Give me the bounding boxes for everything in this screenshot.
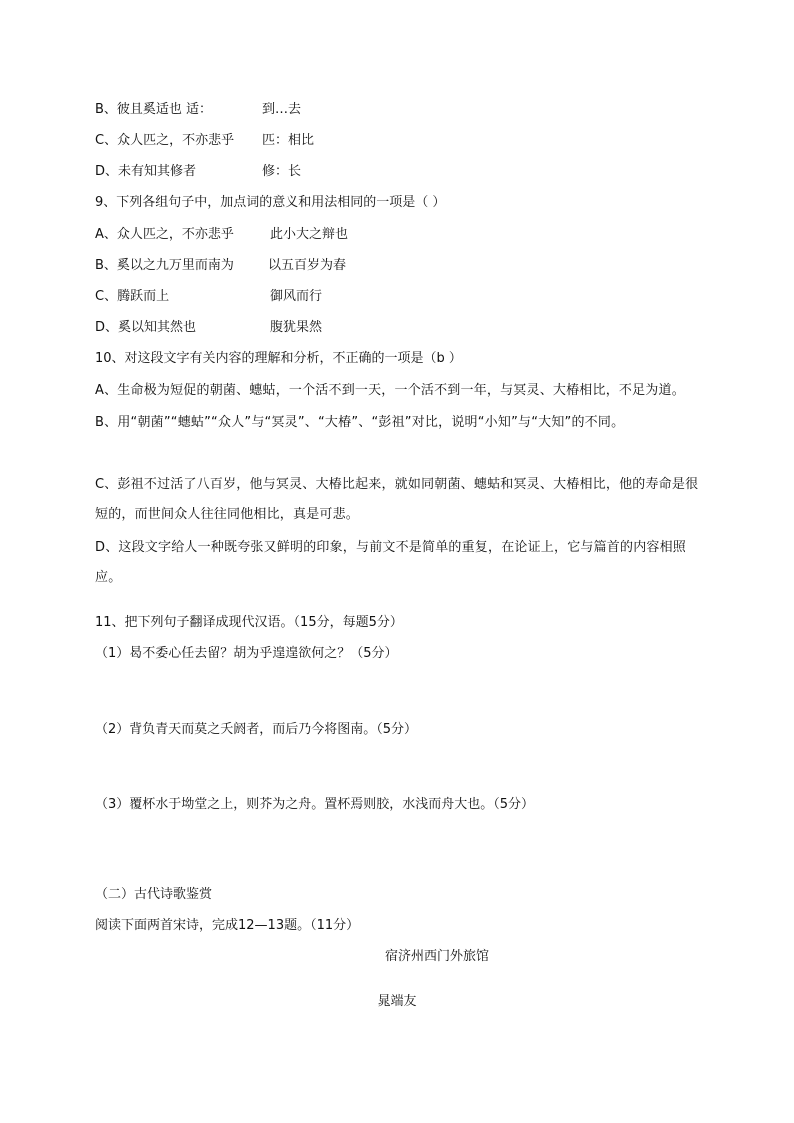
option-gloss: 匹：相比 [262, 133, 315, 148]
option-gloss: 到…去 [262, 102, 302, 117]
option-gloss: 修：长 [262, 164, 302, 179]
option-b-q10: B、用“朝菌”“蟪蛄”“众人”与“冥灵”、“大椿”、“彭祖”对比，说明“小知”与“大知”的不同。 [95, 415, 625, 430]
option-text: B、奚以之九万里而南为 [95, 258, 234, 273]
option-text: B、彼且奚适也 适： [95, 102, 213, 117]
option-text: D、奚以知其然也 [95, 320, 197, 335]
option-pair: 腹犹果然 [270, 320, 323, 335]
option-pair: 以五百岁为春 [268, 258, 347, 273]
option-text: D、未有知其修者 [95, 164, 197, 179]
translate-item-1: （1）曷不委心任去留？胡为乎遑遑欲何之？（5分） [95, 646, 398, 661]
translate-item-3: （3）覆杯水于坳堂之上，则芥为之舟。置杯焉则胶，水浅而舟大也。（5分） [95, 797, 535, 812]
section-instructions: 阅读下面两首宋诗，完成12—13题。（11分） [95, 918, 360, 933]
poem-author: 晁端友 [377, 994, 417, 1009]
question-9: 9、下列各组句子中，加点词的意义和用法相同的一项是（ ） [95, 195, 446, 210]
option-text: C、腾跃而上 [95, 289, 170, 304]
option-c-q10: C、彭祖不过活了八百岁，他与冥灵、大椿比起来，就如同朝菌、蟪蛄和冥灵、大椿相比，他的寿命是很短的，而世间众人往往同他相比，真是可悲。 [95, 477, 699, 522]
option-d-q10: D、这段文字给人一种既夸张又鲜明的印象，与前文不是简单的重复，在论证上，它与篇首的内容相照应。 [95, 540, 687, 585]
option-pair: 此小大之辩也 [270, 227, 349, 242]
option-text: C、众人匹之，不亦悲乎 [95, 133, 235, 148]
option-a-q10: A、生命极为短促的朝菌、蟪蛄，一个活不到一天，一个活不到一年，与冥灵、大椿相比，不足为道。 [95, 383, 685, 398]
option-pair: 御风而行 [270, 289, 323, 304]
option-text: A、众人匹之，不亦悲乎 [95, 227, 234, 242]
translate-item-2: （2）背负青天而莫之夭阏者，而后乃今将图南。（5分） [95, 722, 418, 737]
question-11: 11、把下列句子翻译成现代汉语。（15分，每题5分） [95, 615, 403, 630]
section-heading: （二）古代诗歌鉴赏 [95, 887, 213, 902]
question-10: 10、对这段文字有关内容的理解和分析，不正确的一项是（b ） [95, 351, 462, 366]
poem-title: 宿济州西门外旅馆 [384, 949, 489, 964]
